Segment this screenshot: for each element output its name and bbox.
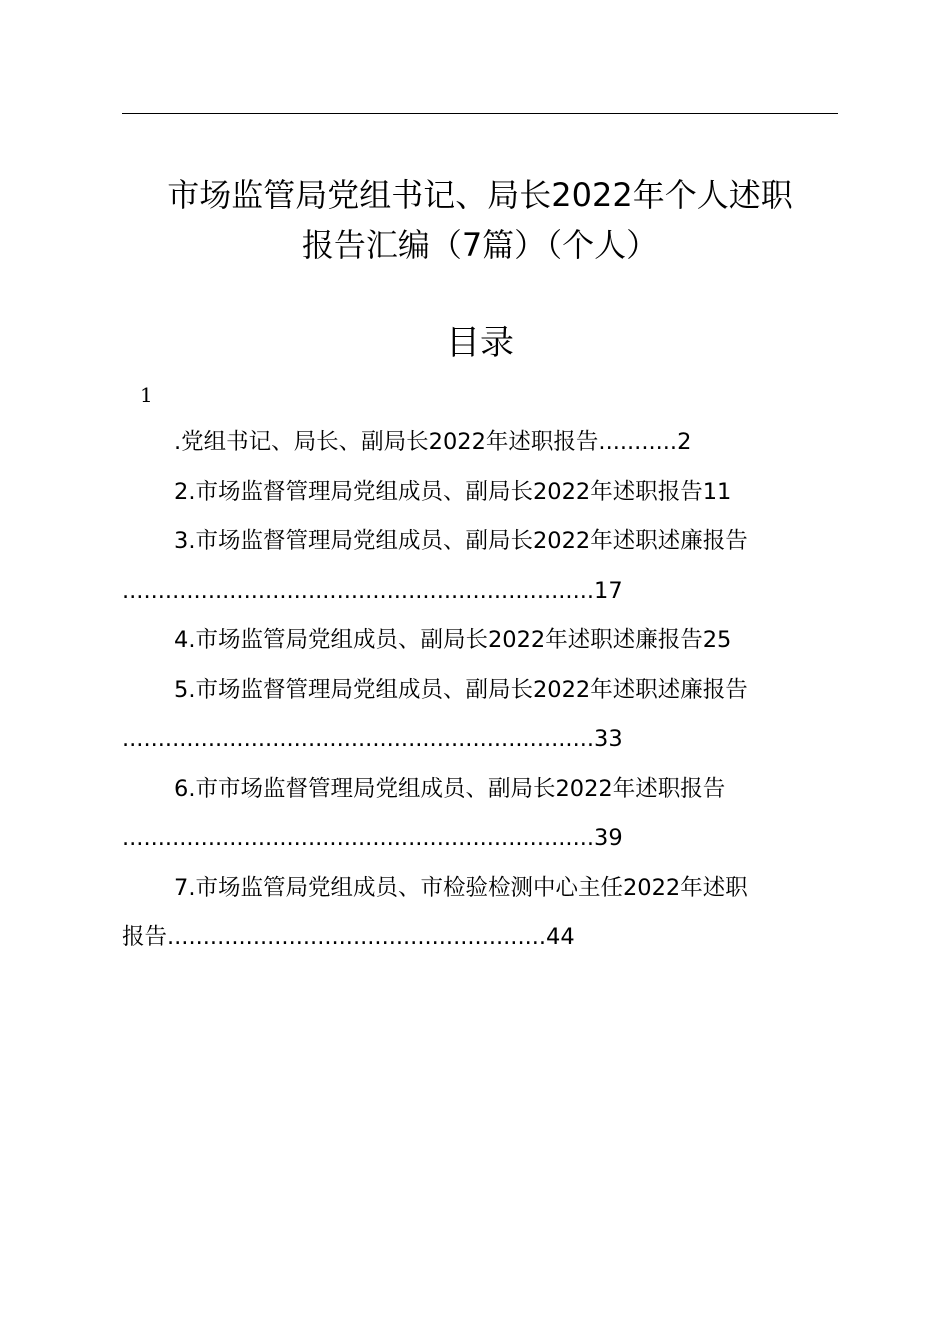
stray-number: 1 — [140, 383, 153, 407]
toc-entry-7[interactable]: 7.市场监管局党组成员、市检验检测中心主任2022年述职 — [174, 874, 748, 901]
toc-entry-5[interactable]: 5.市场监督管理局党组成员、副局长2022年述职述廉报告 — [174, 676, 748, 703]
title-line-2: 报告汇编（7篇）（个人） — [301, 226, 659, 264]
toc-entry-5-leader[interactable]: ..................................................................33 — [122, 726, 623, 752]
toc-entry-3-leader[interactable]: ..................................................................17 — [122, 577, 623, 604]
toc-entry-1[interactable]: .党组书记、局长、副局长2022年述职报告...........2 — [174, 429, 692, 455]
toc-entry-3[interactable]: 3.市场监督管理局党组成员、副局长2022年述职述廉报告 — [174, 528, 748, 554]
document-title — [122, 170, 838, 270]
toc-entry-6[interactable]: 6.市市场监督管理局党组成员、副局长2022年述职报告 — [174, 775, 726, 802]
title-line-1: 市场监管局党组书记、局长2022年个人述职 — [167, 176, 793, 214]
toc-heading: 目录 — [446, 323, 514, 363]
toc-entry-6-leader[interactable]: ..................................................................39 — [122, 825, 623, 851]
table-of-contents — [122, 418, 838, 963]
toc-entry-2[interactable]: 2.市场监督管理局党组成员、副局长2022年述职报告11 — [174, 478, 732, 505]
toc-entry-4[interactable]: 4.市场监管局党组成员、副局长2022年述职述廉报告25 — [174, 627, 732, 653]
toc-entry-7-leader[interactable]: 报告.....................................................44 — [122, 924, 575, 950]
top-horizontal-rule — [122, 113, 838, 114]
